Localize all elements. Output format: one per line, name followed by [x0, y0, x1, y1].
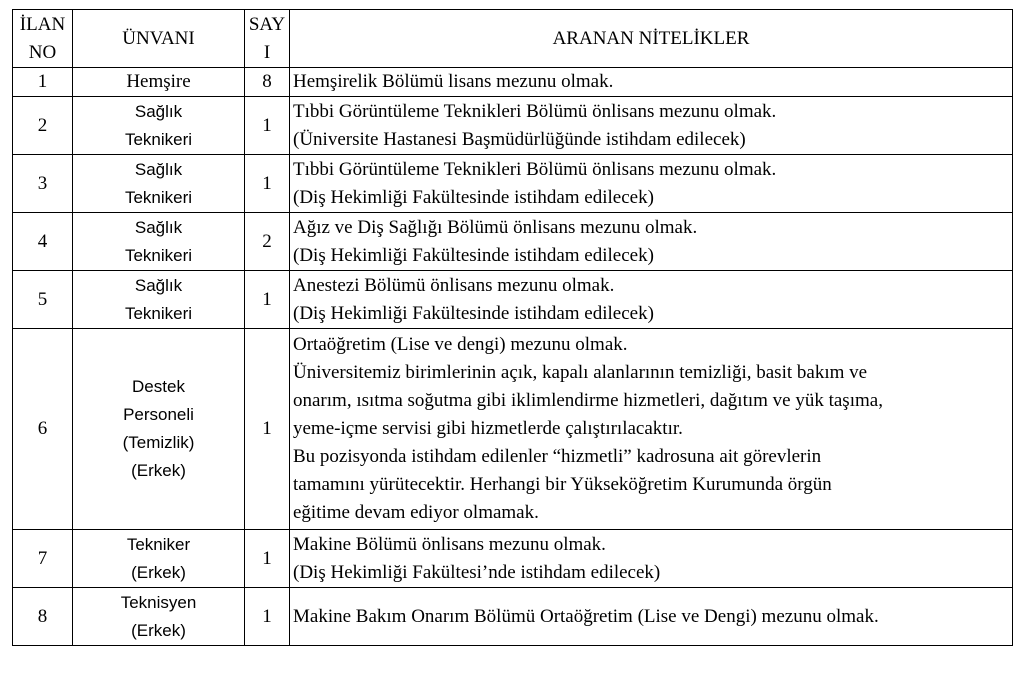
table-body [13, 68, 1013, 646]
header-posting-no-line2: NO [28, 41, 57, 63]
requirement-line: Anestezi Bölümü önlisans mezunu olmak. [293, 274, 615, 296]
header-row [13, 10, 1013, 68]
requirement-line: (Diş Hekimliği Fakültesinde istihdam edilecek) [293, 186, 654, 208]
title-cell [73, 155, 245, 213]
requirements-cell [290, 329, 1013, 530]
requirement-line: Makine Bölümü önlisans mezunu olmak. [293, 533, 606, 555]
posting-no-cell: 2 [13, 97, 73, 155]
count-cell: 1 [245, 271, 290, 329]
table-row [13, 213, 1013, 271]
title-line: Destek [132, 377, 185, 396]
header-requirements: ARANAN NİTELİKLER [290, 10, 1013, 68]
requirement-line: Hemşirelik Bölümü lisans mezunu olmak. [293, 71, 614, 92]
title-line: (Erkek) [131, 461, 186, 480]
table-row [13, 97, 1013, 155]
count-cell: 1 [245, 155, 290, 213]
title-line: Teknikeri [124, 129, 193, 149]
table-row [13, 68, 1013, 97]
count-cell: 1 [245, 329, 290, 530]
title-line: Sağlık [134, 275, 183, 295]
count-cell: 1 [245, 530, 290, 588]
title-cell [73, 68, 245, 97]
count-cell: 1 [245, 588, 290, 646]
title-line: Teknikeri [124, 245, 193, 265]
title-line: Sağlık [134, 101, 183, 121]
requirement-line: tamamını yürütecektir. Herhangi bir Yükseköğretim Kurumunda örgün [293, 474, 832, 495]
requirement-line: (Diş Hekimliği Fakültesinde istihdam edilecek) [293, 302, 654, 324]
header-count [245, 10, 290, 68]
header-posting-no-line1: İLAN [19, 13, 66, 35]
requirements-cell [290, 97, 1013, 155]
title-line: Sağlık [134, 159, 183, 179]
title-line: Tekniker [126, 534, 191, 554]
requirement-line: Tıbbi Görüntüleme Teknikleri Bölümü önlisans mezunu olmak. [293, 158, 777, 180]
table-row [13, 155, 1013, 213]
table-row [13, 329, 1013, 530]
header-title: ÜNVANI [73, 10, 245, 68]
title-cell [73, 329, 245, 530]
count-cell: 8 [245, 68, 290, 97]
requirements-cell [290, 213, 1013, 271]
table-row [13, 588, 1013, 646]
count-cell: 1 [245, 97, 290, 155]
requirement-line: Ortaöğretim (Lise ve dengi) mezunu olmak. [293, 334, 628, 355]
header-count-line1: SAY [248, 13, 286, 35]
title-cell [73, 213, 245, 271]
posting-no-cell: 3 [13, 155, 73, 213]
title-cell [73, 271, 245, 329]
header-posting-no [13, 10, 73, 68]
title-line: Teknikeri [124, 303, 193, 323]
requirement-line: yeme-içme servisi gibi hizmetlerde çalıştırılacaktır. [293, 418, 683, 439]
posting-no-cell: 5 [13, 271, 73, 329]
requirements-cell [290, 271, 1013, 329]
posting-no-cell: 6 [13, 329, 73, 530]
requirement-line: (Diş Hekimliği Fakültesinde istihdam edilecek) [293, 244, 654, 266]
title-line: (Temizlik) [122, 433, 195, 452]
count-cell: 2 [245, 213, 290, 271]
requirement-line: eğitime devam ediyor olmamak. [293, 502, 539, 523]
title-line: Teknisyen [120, 592, 197, 612]
title-line: Sağlık [134, 217, 183, 237]
requirements-cell [290, 155, 1013, 213]
posting-no-cell: 4 [13, 213, 73, 271]
header-count-line2: I [263, 41, 271, 63]
title-cell [73, 588, 245, 646]
requirement-line: onarım, ısıtma soğutma gibi iklimlendirme hizmetleri, dağıtım ve yük taşıma, [293, 390, 883, 411]
job-postings-table [12, 9, 1013, 646]
title-cell [73, 97, 245, 155]
title-cell [73, 530, 245, 588]
requirement-line: Ağız ve Diş Sağlığı Bölümü önlisans mezunu olmak. [293, 216, 698, 238]
title-line: (Erkek) [131, 562, 186, 582]
requirements-cell [290, 588, 1013, 646]
requirement-line: Tıbbi Görüntüleme Teknikleri Bölümü önlisans mezunu olmak. [293, 100, 777, 122]
posting-no-cell: 7 [13, 530, 73, 588]
table-row [13, 271, 1013, 329]
requirement-line: (Üniversite Hastanesi Başmüdürlüğünde istihdam edilecek) [293, 128, 746, 150]
posting-no-cell: 8 [13, 588, 73, 646]
title-line: Hemşire [126, 71, 191, 92]
requirement-line: Üniversitemiz birimlerinin açık, kapalı alanlarının temizliği, basit bakım ve [293, 362, 868, 383]
requirements-cell [290, 68, 1013, 97]
posting-no-cell: 1 [13, 68, 73, 97]
title-line: Personeli [123, 405, 194, 424]
requirement-line: Makine Bakım Onarım Bölümü Ortaöğretim (Lise ve Dengi) mezunu olmak. [293, 605, 879, 627]
title-line: (Erkek) [131, 620, 186, 640]
table-row [13, 530, 1013, 588]
requirement-line: (Diş Hekimliği Fakültesi’nde istihdam edilecek) [293, 561, 661, 583]
requirements-cell [290, 530, 1013, 588]
title-line: Teknikeri [124, 187, 193, 207]
requirement-line: Bu pozisyonda istihdam edilenler “hizmetli” kadrosuna ait görevlerin [293, 446, 822, 467]
